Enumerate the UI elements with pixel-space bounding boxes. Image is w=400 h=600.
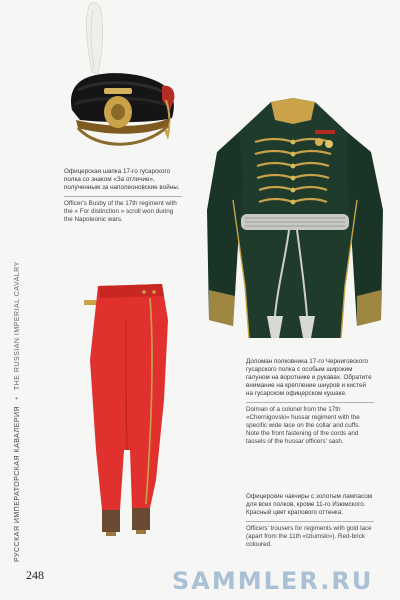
dolman-photo (205, 90, 385, 342)
running-title (14, 261, 21, 562)
caption-trousers (246, 493, 374, 549)
running-title-separator: • (14, 396, 21, 400)
caption-divider (246, 402, 374, 403)
trousers-photo (80, 280, 176, 536)
caption-busby-russian: Офицерская шапка 17-го гусарского полка со знаком «За отличие», полученным за наполеоновские войны. (64, 168, 180, 191)
running-title-english: THE RUSSIAN IMPERIAL CAVALRY (14, 261, 21, 391)
caption-busby-english: Officer's Busby of the 17th regiment with the « For distinction » scroll won during the Napoleonic wars. (64, 200, 177, 223)
caption-busby (64, 168, 182, 224)
caption-dolman (246, 358, 374, 446)
caption-trousers-russian: Офицерские чакчиры с золотым лампасом для всех полков, кроме 11-го Изюмского. Красный цвет крапового оттенка. (246, 493, 373, 516)
caption-divider (246, 521, 374, 522)
caption-dolman-english: Dolman of a colonel from the 17th «Chernigovski» hussar regiment with the specific wide lace on the collar and cuffs. Note the front fastening of the cords and tassels of the hussar officers' sash. (246, 406, 360, 445)
running-title-russian: РУССКАЯ ИМПЕРАТОРСКАЯ КАВАЛЕРИЯ (14, 405, 21, 562)
caption-divider (64, 196, 182, 197)
page-number: 248 (26, 568, 44, 582)
caption-trousers-english: Officers' trousers for regiments with gold lace (apart from the 11th «Iziumski»). Red-brick coloured. (246, 525, 372, 548)
watermark: SAMMLER.RU (172, 567, 374, 595)
busby-photo (58, 0, 188, 160)
caption-dolman-russian: Доломан полковника 17-го Черниговского гусарского полка с особым широким галуном на воротнике и рукавах. Обратите внимание на крепление шнуров и кистей на гусарском офицерском кушаке. (246, 358, 372, 397)
